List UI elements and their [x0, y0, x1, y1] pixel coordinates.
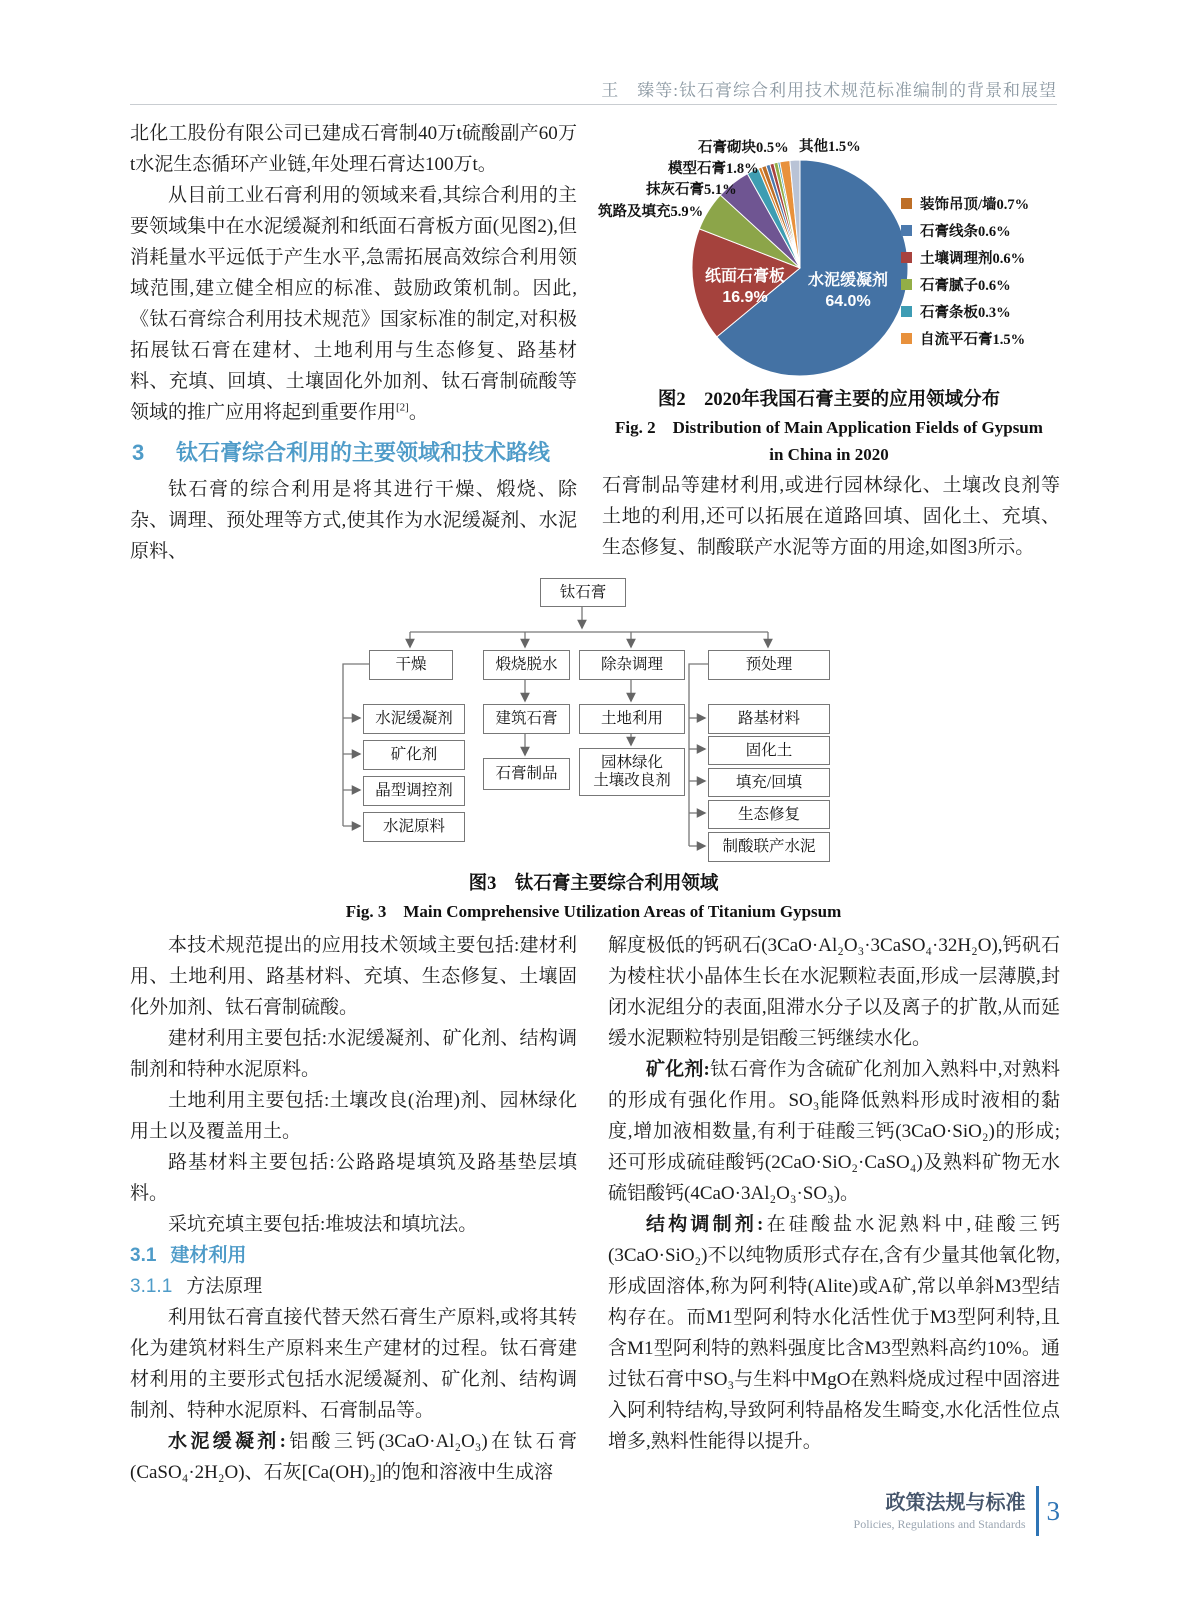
paragraph: 土地利用主要包括:土壤改良(治理)剂、园林绿化用土以及覆盖用土。 [130, 1090, 577, 1142]
pie-legend [901, 190, 1029, 352]
diagram-node-line: 土壤改良剂 [593, 772, 671, 789]
section-number: 3.1 [130, 1245, 157, 1266]
left-column-top [130, 118, 577, 567]
diagram-node: 建筑石膏 [483, 704, 570, 734]
legend-item [901, 190, 1029, 217]
diagram-node: 生态修复 [708, 800, 830, 829]
section-number: 3.1.1 [130, 1276, 173, 1297]
figure3-caption [130, 870, 1057, 925]
figure3-flow-diagram [335, 576, 875, 868]
footer-divider-bar [1036, 1486, 1039, 1536]
left-column-bottom [130, 930, 577, 1488]
paragraph-text: 铝酸三钙(3CaO·Al₂O₃)在钛石膏(CaSO₄·2H₂O)、石灰[Ca(OH)₂]的饱和溶液中生成溶 [130, 1431, 578, 1483]
citation-ref: [2] [396, 401, 409, 414]
figure2-caption [598, 386, 1060, 468]
diagram-node: 煅烧脱水 [483, 650, 570, 680]
figure3-caption-en: Fig. 3 Main Comprehensive Utilization Areas of Titanium Gypsum [345, 902, 842, 921]
pie-callout-label: 筑路及填充5.9% [598, 204, 704, 220]
paragraph [130, 1426, 577, 1488]
diagram-node: 预处理 [708, 650, 830, 680]
diagram-node: 水泥原料 [363, 812, 465, 842]
figure2-caption-en: Fig. 2 Distribution of Main Application Fields of Gypsum [615, 418, 1043, 437]
legend-label: 石膏条板0.3% [920, 305, 1011, 321]
right-column-bottom [608, 930, 1060, 1457]
footer-text [854, 1490, 1026, 1532]
section-3-1-1-heading [130, 1271, 577, 1302]
legend-label: 石膏线条0.6% [920, 224, 1011, 240]
pie-label-value: 64.0% [825, 293, 871, 310]
diagram-node: 水泥缓凝剂 [363, 704, 465, 734]
paragraph-text: 。 [408, 402, 428, 423]
diagram-node: 填充/回填 [708, 768, 830, 797]
legend-swatch [901, 252, 912, 263]
diagram-node: 路基材料 [708, 704, 830, 734]
diagram-node: 土地利用 [579, 704, 685, 734]
pie-label-name: 水泥缓凝剂 [807, 272, 888, 289]
section-title: 方法原理 [186, 1276, 263, 1297]
paragraph: 采坑充填主要包括:堆坡法和填坑法。 [168, 1214, 478, 1235]
pie-callout-label: 抹灰石膏5.1% [646, 182, 737, 198]
figure2-caption-zh: 图2 2020年我国石膏主要的应用领域分布 [657, 390, 1001, 410]
diagram-node-line: 园林绿化 [600, 754, 663, 771]
paragraph: 本技术规范提出的应用技术领域主要包括:建材利用、土地利用、路基材料、充填、生态修复、土壤固化外加剂、钛石膏制硫酸。 [130, 935, 577, 1018]
legend-label: 石膏腻子0.6% [920, 278, 1011, 294]
legend-label: 土壤调理剂0.6% [920, 251, 1026, 267]
paragraph-text: 从目前工业石膏利用的领域来看,其综合利用的主要领域集中在水泥缓凝剂和纸面石膏板方面(见图2),但消耗量水平远低于产生水平,急需拓展高效综合利用领域范围,建立健全相应的标准、鼓励政策机制。因此,《钛石膏综合利用技术规范》国家标准的制定,对积极拓展钛石膏在建材、土地利用与生态修复、路基材料、充填、回填、土壤固化外加剂、钛石膏制硫酸等领域的推广应用将起到重要作用 [130, 185, 577, 423]
term-label: 水泥缓凝剂: [168, 1431, 286, 1452]
footer-section-en: Policies, Regulations and Standards [853, 1517, 1026, 1531]
legend-item [901, 271, 1029, 298]
legend-swatch [901, 333, 912, 344]
section-number: 3 [132, 440, 145, 465]
paragraph [130, 180, 577, 428]
legend-swatch [901, 306, 912, 317]
diagram-node: 矿化剂 [363, 740, 465, 770]
diagram-node-text [593, 754, 671, 790]
section-3-heading [130, 438, 577, 468]
legend-label: 装饰吊顶/墙0.7% [920, 197, 1030, 213]
term-label: 矿化剂: [646, 1059, 710, 1080]
legend-item [901, 217, 1029, 244]
paragraph: 钛石膏的综合利用是将其进行干燥、煅烧、除杂、调理、预处理等方式,使其作为水泥缓凝剂、水泥原料、 [130, 479, 577, 562]
legend-swatch [901, 279, 912, 290]
diagram-node [579, 748, 685, 796]
paragraph: 利用钛石膏直接代替天然石膏生产原料,或将其转化为建筑材料生产原料来生产建材的过程。钛石膏建材利用的主要形式包括水泥缓凝剂、矿化剂、结构调制剂、特种水泥原料、石膏制品等。 [130, 1307, 577, 1421]
legend-item [901, 298, 1029, 325]
footer-section-zh: 政策法规与标准 [885, 1492, 1026, 1514]
legend-swatch [901, 198, 912, 209]
term-label: 结构调制剂: [646, 1214, 764, 1235]
legend-item [901, 325, 1029, 352]
paragraph-text: 在硅酸盐水泥熟料中,硅酸三钙(3CaO·SiO₂)不以纯物质形式存在,含有少量其他氧化物,形成固溶体,称为阿利特(Alite)或A矿,常以单斜M3型结构存在。而M1型阿利特水化活性优于M3型阿利特,且含M1型阿利特的熟料强度比含M3型熟料高约10%。通过钛石膏中SO₃与生料中MgO在熟料烧成过程中固溶进入阿利特结构,导致阿利特晶格发生畸变,水化活性位点增多,熟料性能得以提升。 [608, 1214, 1060, 1452]
legend-label: 自流平石膏1.5% [920, 332, 1026, 348]
paragraph: 石膏制品等建材利用,或进行园林绿化、土壤改良剂等土地的利用,还可以拓展在道路回填、固化土、充填、生态修复、制酸联产水泥等方面的用途,如图3所示。 [602, 475, 1060, 558]
figure2-pie-chart [598, 130, 1060, 388]
paragraph: 北化工股份有限公司已建成石膏制40万t硫酸副产60万t水泥生态循环产业链,年处理石膏达100万t。 [130, 123, 577, 175]
pie-inner-label [690, 266, 800, 308]
pie-label-value: 16.9% [722, 289, 768, 306]
running-head: 王 臻等:钛石膏综合利用技术规范标准编制的背景和展望 [601, 81, 1057, 100]
legend-item [901, 244, 1029, 271]
header-rule [130, 104, 1057, 105]
legend-swatch [901, 225, 912, 236]
diagram-node: 晶型调控剂 [363, 776, 465, 806]
section-title: 钛石膏综合利用的主要领域和技术路线 [176, 440, 551, 465]
section-title: 建材利用 [170, 1245, 247, 1266]
diagram-node: 制酸联产水泥 [708, 832, 830, 862]
diagram-node-root: 钛石膏 [540, 578, 626, 607]
page-footer [640, 1486, 1060, 1536]
pie-callout-label: 模型石膏1.8% [668, 161, 759, 177]
diagram-node: 石膏制品 [483, 758, 570, 790]
diagram-node: 固化土 [708, 736, 830, 765]
section-3-1-heading [130, 1240, 577, 1271]
figure2-caption-en: in China in 2020 [769, 445, 889, 464]
paragraph: 解度极低的钙矾石(3CaO·Al₂O₃·3CaSO₄·32H₂O),钙矾石为棱柱状小晶体生长在水泥颗粒表面,形成一层薄膜,封闭水泥组分的表面,阻滞水分子以及离子的扩散,从而延缓水泥颗粒特别是铝酸三钙继续水化。 [608, 935, 1060, 1049]
figure3-caption-zh: 图3 钛石膏主要综合利用领域 [468, 874, 719, 894]
page-number: 3 [1046, 1495, 1060, 1526]
diagram-node: 干燥 [369, 650, 453, 680]
paragraph [608, 1054, 1060, 1209]
paragraph-text: 钛石膏作为含硫矿化剂加入熟料中,对熟料的形成有强化作用。SO₃能降低熟料形成时液相的黏度,增加液相数量,有利于硅酸三钙(3CaO·SiO₂)的形成;还可形成硫硅酸钙(2CaO·SiO₂·CaSO₄)及熟料矿物无水硫铝酸钙(4CaO·3Al₂O₃·SO₃)。 [608, 1059, 1060, 1204]
paragraph: 路基材料主要包括:公路路堤填筑及路基垫层填料。 [130, 1152, 577, 1204]
pie-label-name: 纸面石膏板 [704, 268, 785, 285]
pie-callout-label: 石膏砌块0.5% [698, 140, 789, 156]
right-column-top [602, 470, 1060, 563]
diagram-node: 除杂调理 [579, 650, 685, 680]
paragraph [608, 1209, 1060, 1457]
pie-callout-label: 其他1.5% [799, 139, 861, 155]
paragraph: 建材利用主要包括:水泥缓凝剂、矿化剂、结构调制剂和特种水泥原料。 [130, 1028, 577, 1080]
pie-inner-label [793, 270, 903, 312]
